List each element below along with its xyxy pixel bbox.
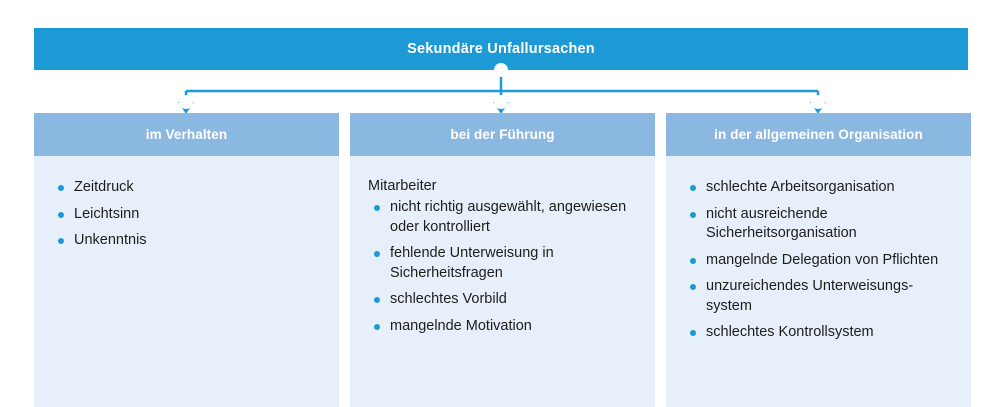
branch-list-2 <box>368 198 637 336</box>
diagram-title: Sekundäre Unfallursachen <box>407 41 595 57</box>
branch-header-label-3: in der allgemeinen Organisation <box>714 127 923 142</box>
diagram-title-bar <box>34 28 968 70</box>
list-item-label: mangelnde Motivation <box>390 317 532 334</box>
bullet-icon <box>374 324 380 330</box>
branch-body-1 <box>34 156 339 407</box>
list-item <box>368 244 637 283</box>
list-item <box>52 231 321 251</box>
list-item-label: nicht richtig ausgewählt, angewiesen oder kontrolliert <box>390 199 627 235</box>
branch-intro-2: Mitarbeiter <box>368 178 437 194</box>
list-item <box>368 317 637 337</box>
branch-header-3 <box>666 113 971 156</box>
list-item-label: unzureichendes Unterweisungs-system <box>706 278 914 314</box>
list-item <box>684 205 953 244</box>
list-item-label: Leichtsinn <box>74 205 140 222</box>
list-item <box>684 251 953 271</box>
list-item-label: nicht ausreichende Sicherheitsorganisation <box>706 205 857 242</box>
list-item-label: schlechtes Kontrollsystem <box>706 324 874 341</box>
branch-body-2 <box>350 156 655 407</box>
branch-list-3 <box>684 178 953 343</box>
list-item-label: schlechte Arbeitsorganisation <box>706 179 895 195</box>
branch-list-1 <box>52 178 321 251</box>
bullet-icon <box>58 212 64 218</box>
bullet-icon <box>58 185 64 191</box>
branch-body-3 <box>666 156 971 407</box>
branch-column-1 <box>34 113 339 407</box>
bullet-icon <box>374 251 380 257</box>
list-item-label: fehlende Unterweisung in Sicherheitsfragen <box>390 245 554 281</box>
list-item-label: mangelnde Delegation von Pflichten <box>706 251 939 268</box>
bullet-icon <box>374 205 380 211</box>
branch-header-2 <box>350 113 655 156</box>
bullet-icon <box>690 284 696 290</box>
branch-header-label-1: im Verhalten <box>145 127 228 142</box>
branch-header-1 <box>34 113 339 156</box>
bullet-icon <box>690 212 696 218</box>
list-item <box>368 198 637 237</box>
bullet-icon <box>690 258 696 264</box>
list-item-label: Unkenntnis <box>74 232 147 249</box>
list-item-label: schlechtes Vorbild <box>390 291 507 308</box>
bullet-icon <box>690 330 696 336</box>
list-item <box>684 178 953 198</box>
list-item <box>684 277 953 316</box>
branch-column-3 <box>666 113 971 407</box>
bullet-icon <box>58 238 64 244</box>
list-item <box>52 178 321 198</box>
list-item <box>52 205 321 225</box>
bullet-icon <box>690 185 696 191</box>
branch-column-2 <box>350 113 655 407</box>
bullet-icon <box>374 297 380 303</box>
branch-header-label-2: bei der Führung <box>450 127 555 142</box>
list-item <box>684 323 953 343</box>
list-item <box>368 290 637 310</box>
list-item-label: Zeitdruck <box>74 179 134 195</box>
